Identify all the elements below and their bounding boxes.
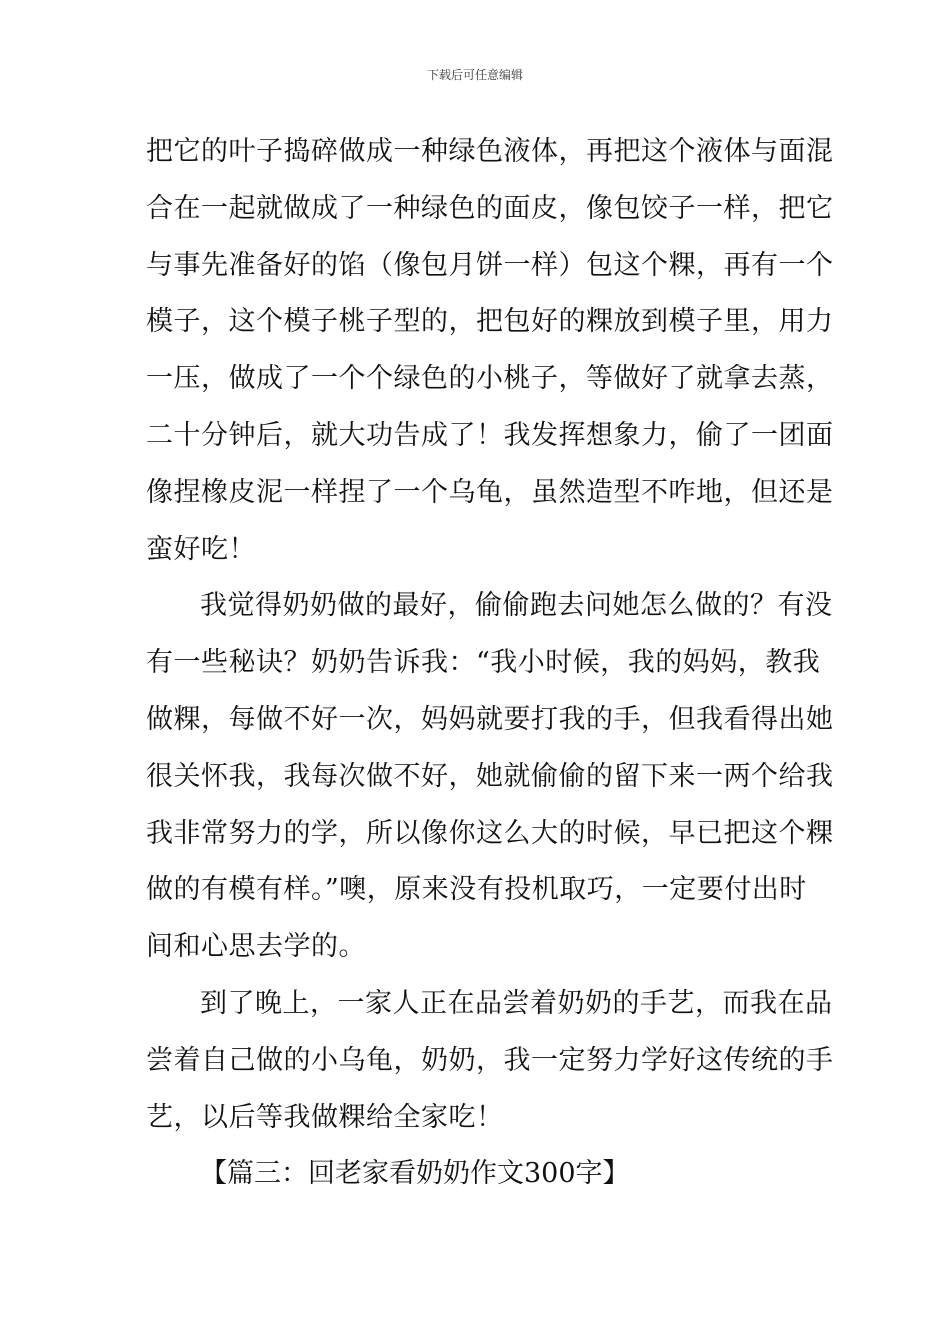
text-line: 到了晚上，一家人正在品尝着奶奶的手艺，而我在品 xyxy=(200,987,833,1019)
text-line: 间和心思去学的。 xyxy=(146,931,366,963)
text-line: 合在一起就做成了一种绿色的面皮，像包饺子一样，把它 xyxy=(146,192,834,224)
text-line: 我非常努力的学，所以像你这么大的时候，早已把这个粿 xyxy=(146,817,834,849)
document-body xyxy=(146,124,834,1203)
text-line: 尝着自己做的小乌龟，奶奶，我一定努力学好这传统的手 xyxy=(146,1044,834,1076)
text-line: 蛮好吃！ xyxy=(146,533,256,565)
paragraph-3 xyxy=(146,976,834,1146)
text-line: 做的有模有样。”噢，原来没有投机取巧，一定要付出时 xyxy=(146,874,807,906)
text-line: 有一些秘诀？奶奶告诉我：“我小时候，我的妈妈，教我 xyxy=(146,647,821,679)
text-line: 与事先准备好的馅（像包月饼一样）包这个粿，再有一个 xyxy=(146,249,834,281)
section-title: 【篇三：回老家看奶奶作文300字】 xyxy=(200,1158,630,1190)
text-line: 把它的叶子捣碎做成一种绿色液体，再把这个液体与面混 xyxy=(146,136,834,167)
paragraph-2 xyxy=(146,578,834,976)
text-line: 很关怀我，我每次做不好，她就偷偷的留下来一两个给我 xyxy=(146,760,834,792)
text-line: 二十分钟后，就大功告成了！我发挥想象力，偷了一团面 xyxy=(146,419,834,451)
text-line: 像捏橡皮泥一样捏了一个乌龟，虽然造型不咋地，但还是 xyxy=(146,476,834,508)
text-line: 模子，这个模子桃子型的，把包好的粿放到模子里，用力 xyxy=(146,306,834,338)
paragraph-1 xyxy=(146,124,834,578)
text-line: 我觉得奶奶做的最好，偷偷跑去问她怎么做的？有没 xyxy=(200,590,833,622)
text-line: 做粿，每做不好一次，妈妈就要打我的手，但我看得出她 xyxy=(146,703,834,735)
text-line: 一压，做成了一个个绿色的小桃子，等做好了就拿去蒸， xyxy=(146,363,834,395)
text-line: 艺，以后等我做粿给全家吃！ xyxy=(146,1101,504,1133)
page-header: 下载后可任意编辑 xyxy=(426,68,523,82)
